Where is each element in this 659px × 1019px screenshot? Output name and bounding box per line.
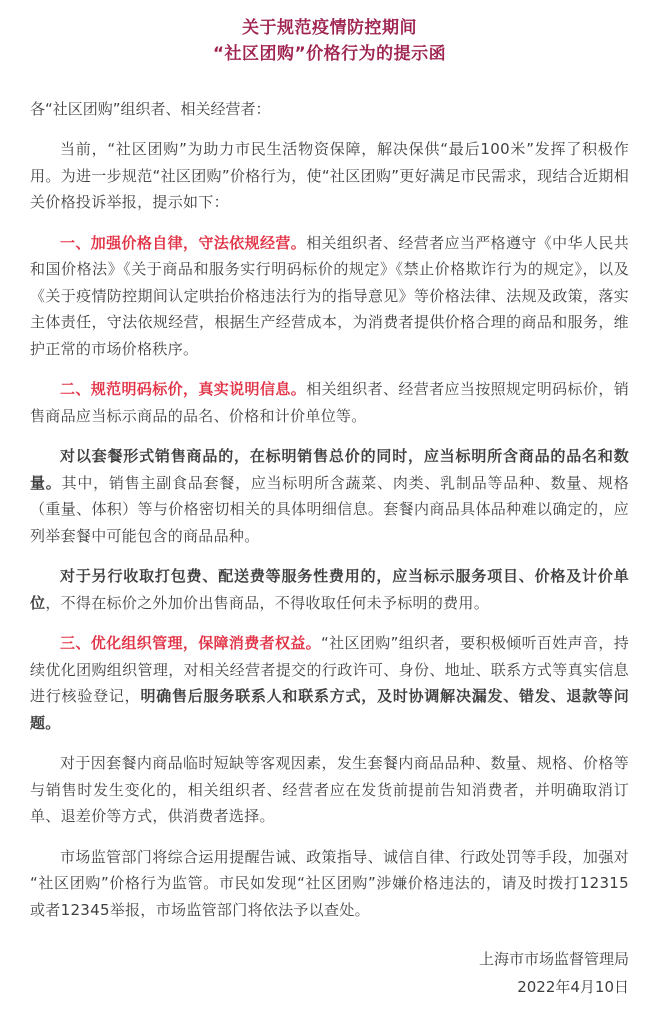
salutation: 各“社区团购”组织者、相关经营者：	[30, 100, 271, 118]
section-2-paragraph	[30, 376, 629, 429]
bundle-pricing-rest: 其中，销售主副食品套餐，应当标明所含蔬菜、肉类、乳制品等品种、数量、规格（重量、体积）等与价格密切相关的具体明细信息。套餐内商品具体品种难以确定的，应列举套餐中可能包含的商品品种。	[30, 473, 629, 545]
service-fee-lead: 对于另行收取打包费、配送费等服务性费用的，应当标示服务项目、价格及计价单位	[30, 567, 629, 612]
signature-org: 上海市市场监督管理局	[478, 950, 629, 968]
document-title-line-1: 关于规范疫情防控期间	[242, 18, 417, 38]
bundle-pricing-lead: 对以套餐形式销售商品的，在标明销售总价的同时，应当标明所含商品的品名和数量。	[30, 447, 629, 492]
section-1-heading: 一、加强价格自律，守法依规经营。	[60, 233, 307, 252]
signature-date: 2022年4月10日	[517, 978, 629, 996]
section-3-paragraph	[30, 630, 629, 736]
section-2-heading: 二、规范明码标价，真实说明信息。	[60, 380, 307, 398]
paragraph-intro: 当前，“社区团购”为助力市民生活物资保障，解决保供“最后100米”发挥了积极作用。为进一步规范“社区团购”价格行为，使“社区团购”更好满足市民需求，现结合近期相关价格投诉举报，提示如下：	[30, 140, 629, 211]
paragraph-supervision: 市场监管部门将综合运用提醒告诫、政策指导、诚信自律、行政处罚等手段，加强对“社区团购”价格行为监管。市民如发现“社区团购”涉嫌价格违法的，请及时拨打12315或者12345举报，市场监管部门将依法予以查处。	[30, 847, 629, 919]
section-1-paragraph	[30, 230, 629, 363]
paragraph-service-fee	[30, 563, 629, 616]
section-3-body: “社区团购”组织者，要积极倾听百姓声音，持续优化团购组织管理，对相关经营者提交的行政许可、身份、地址、联系方式等真实信息进行核验登记，	[30, 634, 629, 705]
document-title-line-2: “社区团购”价格行为的提示函	[212, 44, 447, 64]
signature-block	[30, 945, 629, 1001]
section-1-body: 相关组织者、经营者应当严格遵守《中华人民共和国价格法》《关于商品和服务实行明码标价的规定》《禁止价格欺诈行为的规定》，以及《关于疫情防控期间认定哄抬价格违法行为的指导意见》等价格法律、法规及政策，落实主体责任，守法依规经营，根据生产经营成本，为消费者提供价格合理的商品和服务，维护正常的市场价格秩序。	[30, 233, 629, 358]
section-3-body-bold: 明确售后服务联系人和联系方式，及时协调解决漏发、错发、退款等问题。	[30, 687, 629, 732]
section-2-body: 相关组织者、经营者应当按照规定明码标价，销售商品应当标示商品的品名、价格和计价单位等。	[30, 380, 629, 425]
service-fee-rest: ，不得在标价之外加价出售商品，不得收取任何未予标明的费用。	[45, 593, 490, 612]
paragraph-bundle-pricing	[30, 443, 629, 549]
document-title	[30, 15, 629, 67]
paragraph-shortage: 对于因套餐内商品临时短缺等客观因素，发生套餐内商品品种、数量、规格、价格等与销售时发生变化的，相关组织者、经营者应在发货前提前告知消费者，并明确取消订单、退差价等方式，供消费者选择。	[30, 754, 629, 825]
section-3-heading: 三、优化组织管理，保障消费者权益。	[60, 634, 322, 652]
